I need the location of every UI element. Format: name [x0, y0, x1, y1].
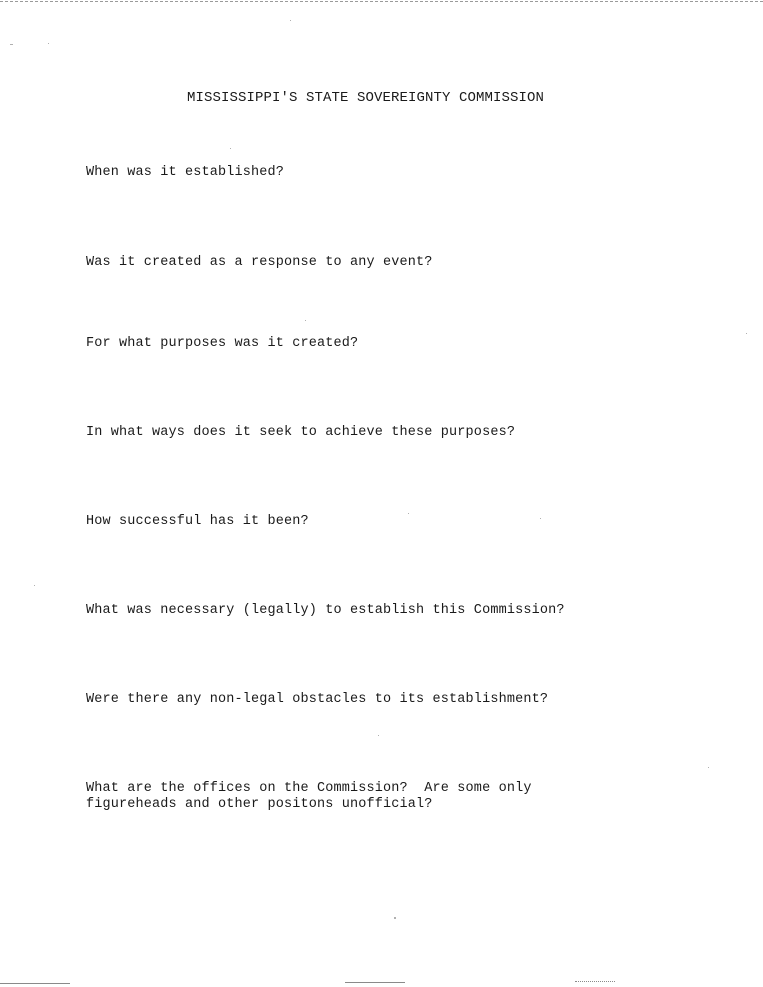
scan-speck — [34, 585, 35, 586]
scan-edge-mark — [345, 982, 405, 983]
question-established: When was it established? — [86, 165, 285, 180]
question-success: How successful has it been? — [86, 514, 309, 529]
question-response-to-event: Was it created as a response to any event? — [86, 255, 433, 270]
scan-edge-mark — [0, 983, 70, 984]
scan-speck — [378, 735, 379, 736]
page-top-edge — [0, 1, 763, 2]
question-ways-to-achieve: In what ways does it seek to achieve these purposes? — [86, 425, 516, 440]
scan-speck — [290, 20, 291, 21]
scan-speck — [394, 917, 396, 919]
scan-edge-mark — [575, 981, 615, 982]
scan-speck — [48, 43, 49, 44]
scan-speck — [230, 148, 231, 149]
question-legal-requirements: What was necessary (legally) to establish this Commission? — [86, 603, 565, 618]
question-purposes: For what purposes was it created? — [86, 336, 359, 351]
scan-speck — [408, 513, 409, 514]
scan-speck — [10, 44, 13, 45]
scan-speck — [540, 518, 541, 519]
question-non-legal-obstacles: Were there any non-legal obstacles to its establishment? — [86, 692, 549, 707]
question-offices: What are the offices on the Commission? Are some only figureheads and other positons unofficial? — [86, 781, 532, 812]
scan-speck — [746, 333, 747, 334]
scan-speck — [708, 767, 709, 768]
scan-speck — [305, 320, 306, 321]
document-title: MISSISSIPPI'S STATE SOVEREIGNTY COMMISSION — [187, 90, 545, 106]
